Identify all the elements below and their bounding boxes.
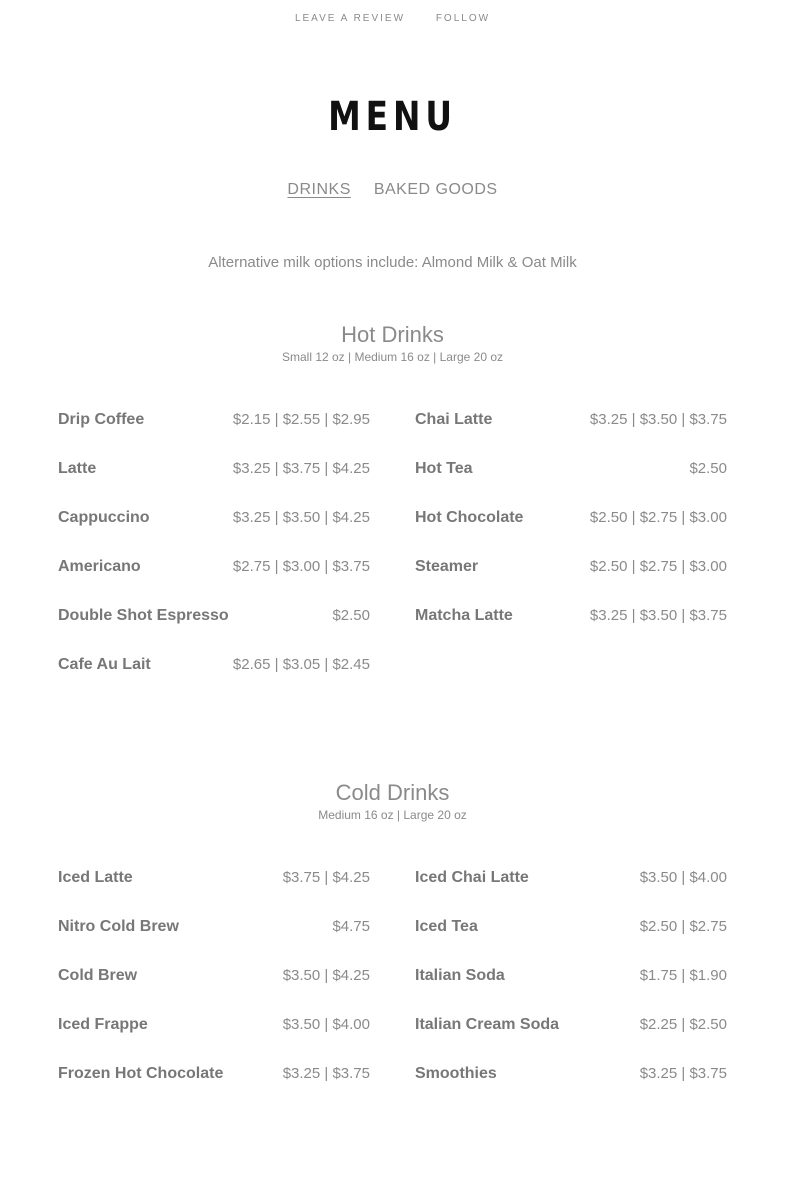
item-price: $3.50 | $4.25	[282, 967, 370, 984]
top-nav-row-2	[0, 13, 785, 24]
cold-drinks-left-column	[58, 869, 370, 1114]
item-name: Steamer	[415, 558, 479, 575]
item-name: Iced Latte	[58, 869, 133, 886]
item-name: Double Shot Espresso	[58, 607, 229, 624]
nav-link-follow[interactable]: FOLLOW	[435, 13, 491, 24]
nav-link-faq[interactable]	[426, 0, 452, 1]
item-price: $2.50	[689, 460, 727, 477]
menu-item-iced-chai-latte	[415, 869, 727, 918]
item-name: Cappuccino	[58, 509, 150, 526]
item-name: Matcha Latte	[415, 607, 513, 624]
menu-item-smoothies	[415, 1065, 727, 1114]
item-price: $3.50 | $4.00	[639, 869, 727, 886]
menu-item-frozen-hot-chocolate	[58, 1065, 370, 1114]
menu-item-italian-cream-soda	[415, 1016, 727, 1065]
item-name: Iced Chai Latte	[415, 869, 529, 886]
menu-item-hot-tea	[415, 460, 727, 509]
menu-item-iced-frappe	[58, 1016, 370, 1065]
item-price: $4.75	[332, 918, 370, 935]
menu-item-cafe-au-lait	[58, 656, 370, 705]
page-title: MENU	[328, 94, 457, 140]
item-name: Drip Coffee	[58, 411, 145, 428]
item-price: $3.25 | $3.75 | $4.25	[232, 460, 370, 477]
menu-item-double-shot-espresso	[58, 607, 370, 656]
item-name: Italian Soda	[415, 967, 505, 984]
item-name: Smoothies	[415, 1065, 497, 1082]
item-price: $2.75 | $3.00 | $3.75	[232, 558, 370, 575]
cold-drinks-sizes: Medium 16 oz | Large 20 oz	[318, 808, 467, 822]
menu-item-cold-brew	[58, 967, 370, 1016]
item-name: Cold Brew	[58, 967, 138, 984]
item-name: Iced Frappe	[58, 1016, 148, 1033]
hot-drinks-right-column	[415, 411, 727, 656]
item-price: $3.50 | $4.00	[282, 1016, 370, 1033]
cold-drinks-right-column	[415, 869, 727, 1114]
menu-item-steamer	[415, 558, 727, 607]
milk-options-note: Alternative milk options include: Almond Milk & Oat Milk	[208, 254, 577, 271]
item-name: Chai Latte	[415, 411, 493, 428]
item-name: Americano	[58, 558, 141, 575]
item-name: Iced Tea	[415, 918, 478, 935]
item-name: Hot Tea	[415, 460, 473, 477]
item-price: $2.50	[332, 607, 370, 624]
nav-link-contact[interactable]	[333, 0, 395, 1]
cold-drinks-title: Cold Drinks	[335, 780, 450, 805]
item-name: Hot Chocolate	[415, 509, 524, 526]
menu-item-iced-tea	[415, 918, 727, 967]
item-name: Cafe Au Lait	[58, 656, 151, 673]
item-name: Latte	[58, 460, 97, 477]
item-price: $3.75 | $4.25	[282, 869, 370, 886]
item-price: $3.25 | $3.50 | $3.75	[589, 411, 727, 428]
hot-drinks-sizes: Small 12 oz | Medium 16 oz | Large 20 oz	[281, 350, 503, 364]
menu-item-drip-coffee	[58, 411, 370, 460]
item-price: $2.50 | $2.75	[639, 918, 727, 935]
menu-item-iced-latte	[58, 869, 370, 918]
tab-drinks[interactable]: DRINKS	[287, 181, 351, 198]
item-price: $3.25 | $3.75	[282, 1065, 370, 1082]
menu-item-latte	[58, 460, 370, 509]
menu-tabs	[0, 181, 785, 199]
item-price: $2.50 | $2.75 | $3.00	[589, 509, 727, 526]
menu-item-americano	[58, 558, 370, 607]
item-price: $1.75 | $1.90	[639, 967, 727, 984]
menu-item-cappuccino	[58, 509, 370, 558]
item-price: $3.25 | $3.75	[639, 1065, 727, 1082]
item-price: $3.25 | $3.50 | $4.25	[232, 509, 370, 526]
menu-item-matcha-latte	[415, 607, 727, 656]
menu-item-chai-latte	[415, 411, 727, 460]
item-name: Frozen Hot Chocolate	[58, 1065, 224, 1082]
menu-item-nitro-cold-brew	[58, 918, 370, 967]
item-price: $3.25 | $3.50 | $3.75	[589, 607, 727, 624]
item-name: Italian Cream Soda	[415, 1016, 560, 1033]
item-price: $2.50 | $2.75 | $3.00	[589, 558, 727, 575]
menu-item-italian-soda	[415, 967, 727, 1016]
item-price: $2.65 | $3.05 | $2.45	[232, 656, 370, 673]
tab-baked-goods[interactable]: BAKED GOODS	[373, 181, 498, 198]
item-price: $2.25 | $2.50	[639, 1016, 727, 1033]
top-nav-row-1	[0, 0, 785, 1]
nav-link-leave-a-review[interactable]: LEAVE A REVIEW	[294, 13, 406, 24]
hot-drinks-left-column	[58, 411, 370, 705]
item-name: Nitro Cold Brew	[58, 918, 179, 935]
item-price: $2.15 | $2.55 | $2.95	[232, 411, 370, 428]
menu-item-hot-chocolate	[415, 509, 727, 558]
hot-drinks-title: Hot Drinks	[341, 322, 444, 347]
